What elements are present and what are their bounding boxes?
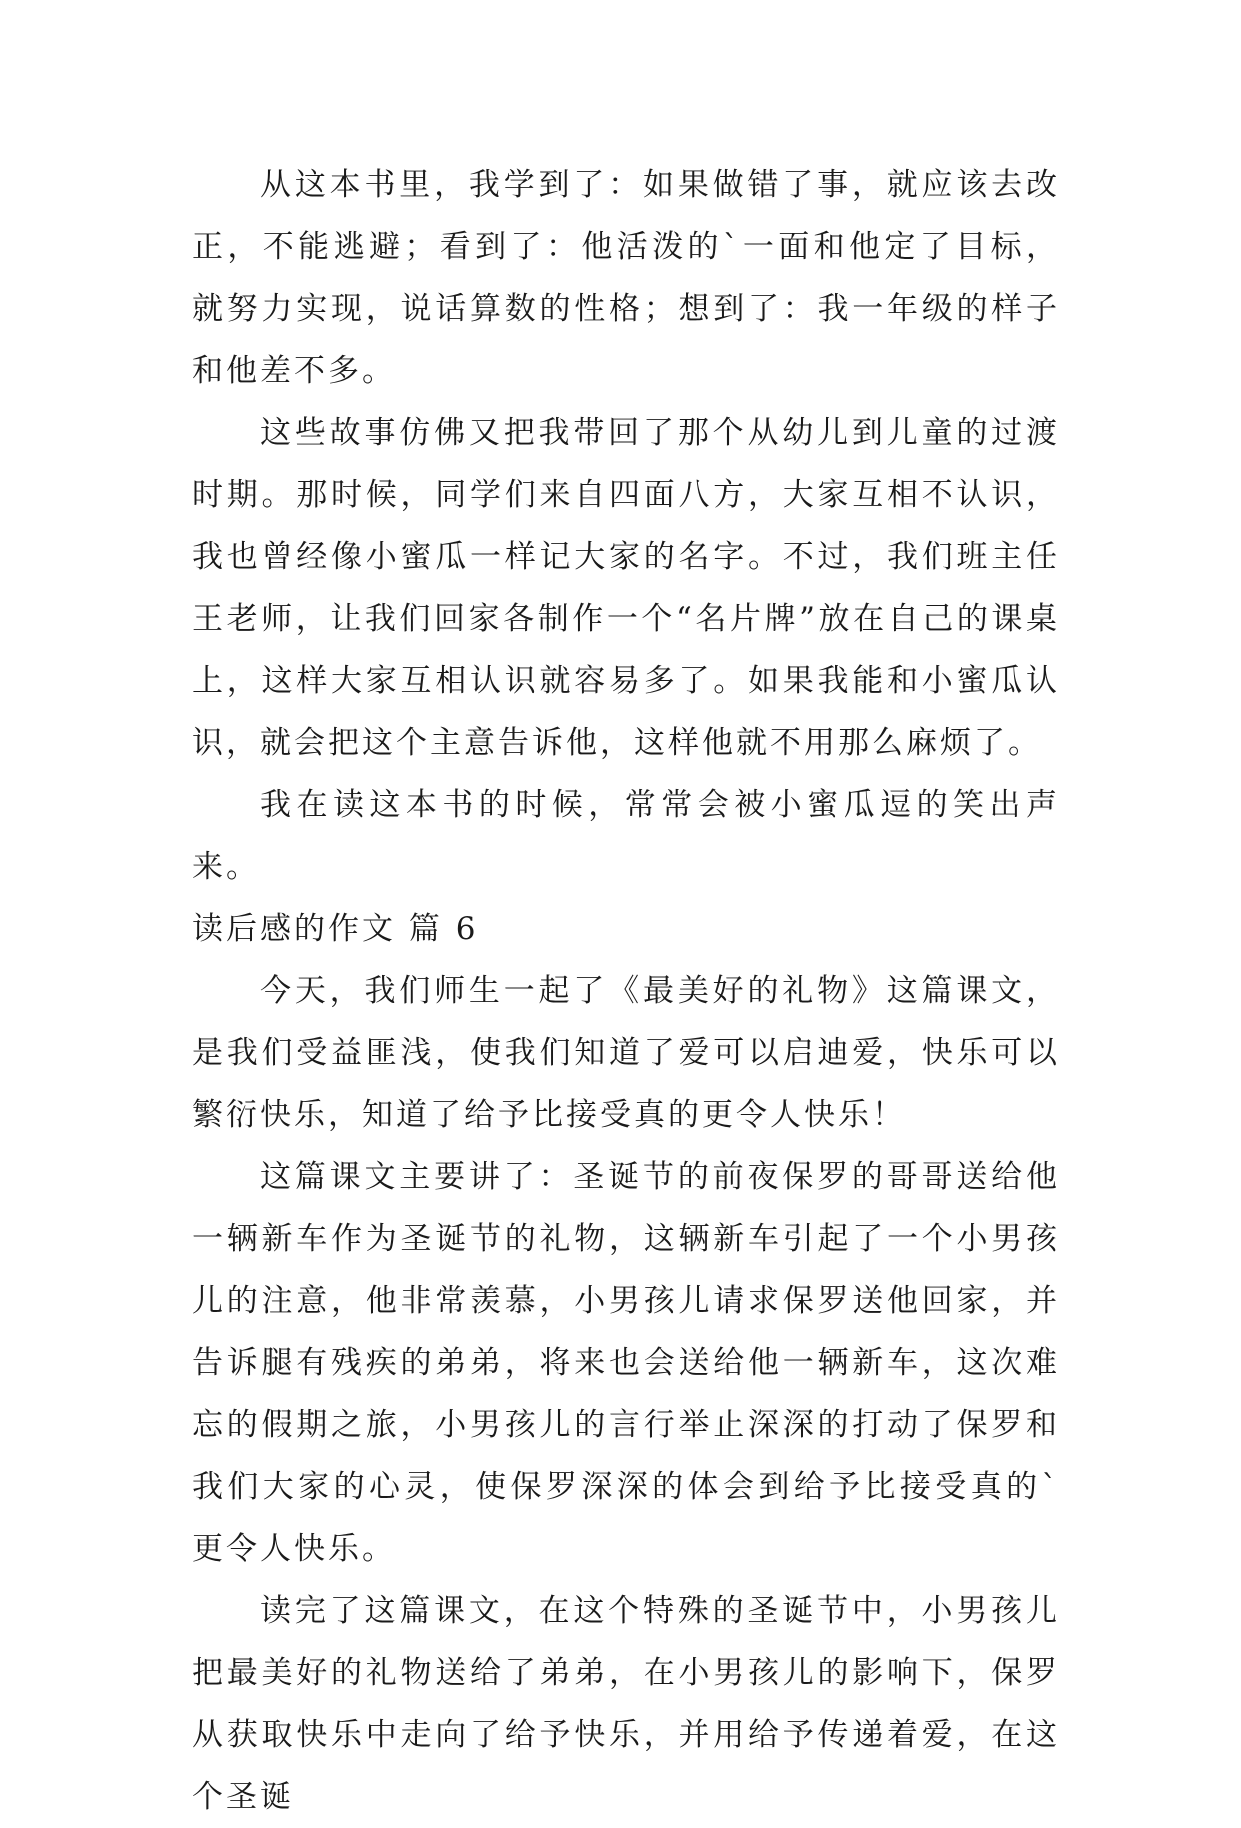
paragraph: 这些故事仿佛又把我带回了那个从幼儿到儿童的过渡时期。那时候，同学们来自四面八方，大家互相不认识，我也曾经像小蜜瓜一样记大家的名字。不过，我们班主任王老师，让我们回家各制作一个“名片牌”放在自己的课桌上，这样大家互相认识就容易多了。如果我能和小蜜瓜认识，就会把这个主意告诉他，这样他就不用那么麻烦了。 xyxy=(192,415,1060,761)
paragraph: 今天，我们师生一起了《最美好的礼物》这篇课文，是我们受益匪浅，使我们知道了爱可以启迪爱，快乐可以繁衍快乐，知道了给予比接受真的更令人快乐！ xyxy=(192,973,1060,1133)
section-heading: 读后感的作文 篇 6 xyxy=(192,911,479,947)
paragraph: 我在读这本书的时候，常常会被小蜜瓜逗的笑出声来。 xyxy=(192,787,1060,885)
paragraph: 读完了这篇课文，在这个特殊的圣诞节中，小男孩儿把最美好的礼物送给了弟弟，在小男孩儿的影响下，保罗从获取快乐中走向了给予快乐，并用给予传递着爱，在这个圣诞 xyxy=(192,1593,1060,1815)
paragraph: 从这本书里，我学到了：如果做错了事，就应该去改正，不能逃避；看到了：他活泼的`一面和他定了目标，就努力实现，说话算数的性格；想到了：我一年级的样子和他差不多。 xyxy=(192,167,1060,389)
document-body xyxy=(192,154,1060,1828)
paragraph: 这篇课文主要讲了：圣诞节的前夜保罗的哥哥送给他一辆新车作为圣诞节的礼物，这辆新车引起了一个小男孩儿的注意，他非常羡慕，小男孩儿请求保罗送他回家，并告诉腿有残疾的弟弟，将来也会送给他一辆新车，这次难忘的假期之旅，小男孩儿的言行举止深深的打动了保罗和我们大家的心灵，使保罗深深的体会到给予比接受真的`更令人快乐。 xyxy=(192,1159,1060,1567)
